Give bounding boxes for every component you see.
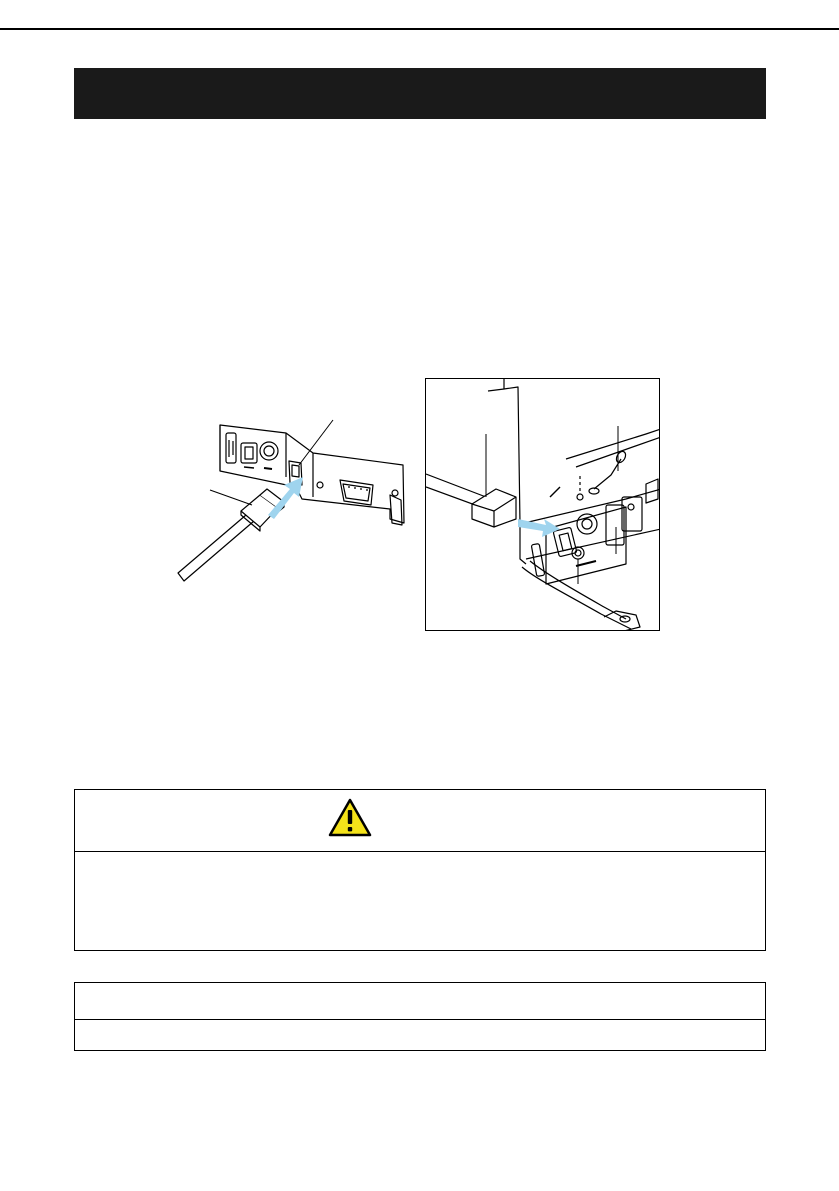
note-header [75,983,765,1020]
header-rule [0,28,839,30]
printer-rear-drawing [426,379,660,631]
section-title-bar [74,68,766,119]
printer-rear-illustration [425,378,660,631]
warning-triangle-icon [328,798,372,843]
note-body [75,1020,765,1052]
warning-header [75,790,765,852]
warning-body [75,852,765,872]
warning-box [74,789,766,951]
interface-board-illustration [168,405,416,595]
note-box [74,982,766,1051]
interface-board-drawing [168,405,416,595]
